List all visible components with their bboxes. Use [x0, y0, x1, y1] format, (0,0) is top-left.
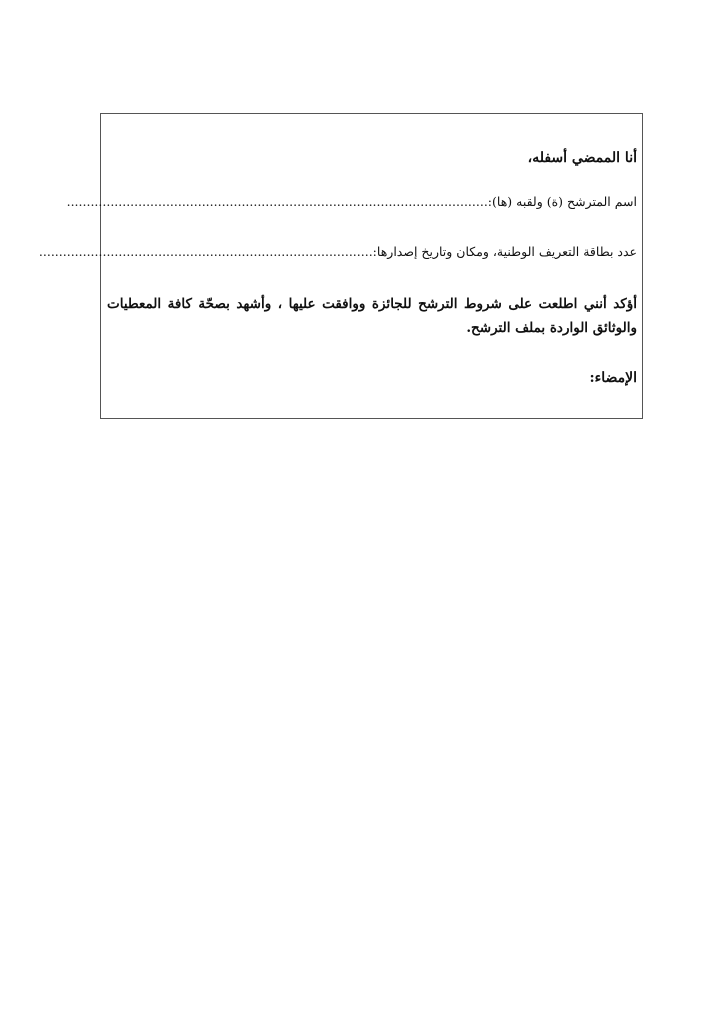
- declaration-statement: أؤكد أنني اطلعت على شروط الترشح للجائزة ووافقت عليها ، وأشهد بصحّة كافة المعطيات والوثائق الواردة بملف الترشح.: [107, 296, 637, 336]
- candidate-name-field[interactable]: [66, 194, 637, 209]
- candidate-name-label: اسم المترشح (ة) ولقبه (ها):: [487, 194, 637, 209]
- national-id-dots: ....................................................................................: [38, 244, 373, 259]
- national-id-field[interactable]: [38, 244, 637, 259]
- candidate-name-dots: ..........................................................................................................: [66, 194, 488, 209]
- candidate-declaration-form: [38, 113, 643, 419]
- national-id-label: عدد بطاقة التعريف الوطنية، ومكان وتاريخ إصدارها:: [372, 244, 637, 259]
- greeting-heading: أنا الممضي أسفله،: [527, 150, 637, 166]
- signature-label: الإمضاء:: [589, 370, 637, 386]
